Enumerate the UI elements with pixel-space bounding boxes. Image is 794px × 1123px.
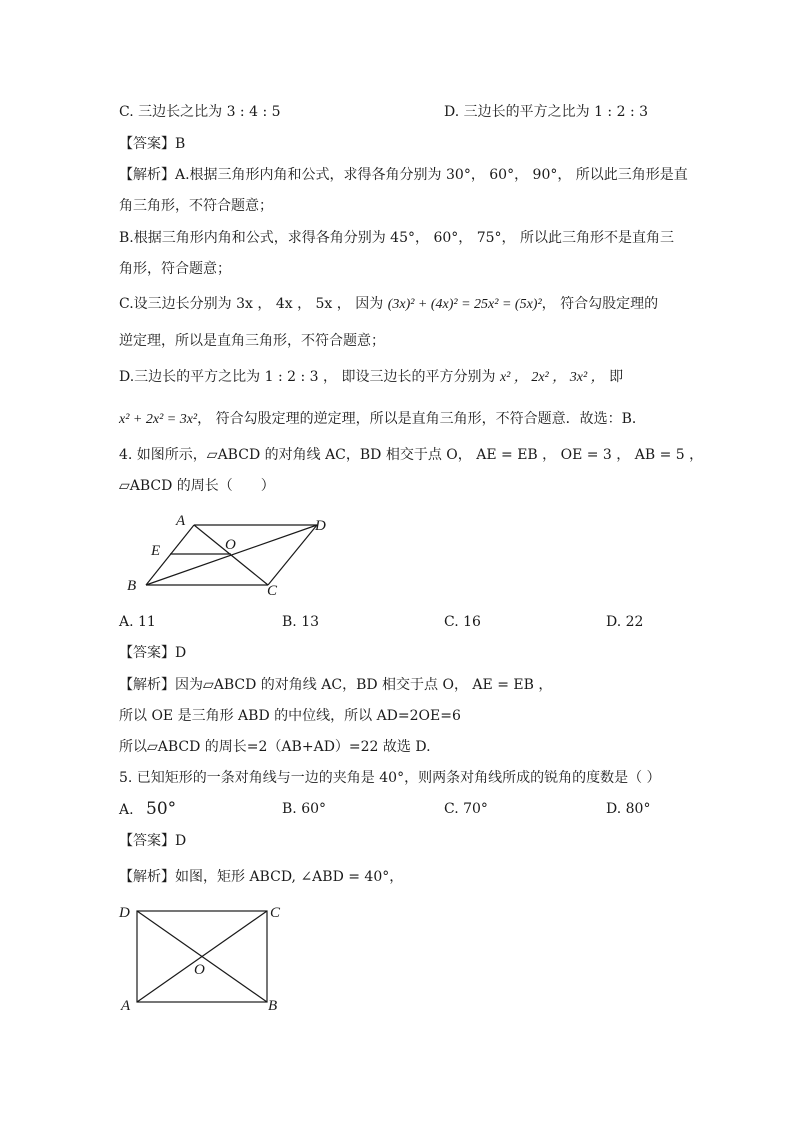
q4-stem-line-2: ▱ABCD 的周长（ ） <box>119 478 275 494</box>
q4-stem-line-1: 4. 如图所示，▱ABCD 的对角线 AC，BD 相交于点 O， AE = EB ， OE = 3 ， AB = 5 ， <box>119 447 704 463</box>
q3-analysis-line-5 <box>119 294 658 315</box>
q4-diagonal-bd <box>146 525 317 585</box>
q4-analysis-line-2: 所以 OE 是三角形 ABD 的中位线，所以 AD=2OE=6 <box>119 708 461 724</box>
q3-analysis-line-4: 角形，符合题意； <box>119 261 231 277</box>
q3-analysis-line-8 <box>119 409 646 430</box>
q3-analysis-line-1: 【解析】A.根据三角形内角和公式，求得各角分别为 30°， 60°， 90°， 所以此三角形是直 <box>119 167 688 183</box>
q3-analysis-line-8-post: ， 符合勾股定理的逆定理，所以是直角三角形，不符合题意．故选：B． <box>197 411 646 427</box>
q3-analysis-line-8-equation: x² + 2x² = 3x² <box>119 412 198 427</box>
q5-stem-line-1: 5. 已知矩形的一条对角线与一边的夹角是 40°，则两条对角线所成的锐角的度数是（ ） <box>119 770 661 786</box>
q5-analysis-line-1: 【解析】如图，矩形 ABCD, ∠ABD = 40°， <box>119 869 404 885</box>
q3-analysis-line-7 <box>119 367 623 388</box>
q5-label-d: D <box>119 905 130 921</box>
q4-label-b: B <box>127 578 137 594</box>
q3-analysis-line-7-values: x² ， 2x² ， 3x² ， <box>499 370 605 385</box>
q5-option-a-value: 50° <box>146 799 177 819</box>
q5-label-b: B <box>268 998 278 1014</box>
q4-option-c: C. 16 <box>444 614 481 630</box>
q3-option-c: C. 三边长之比为 3 : 4 : 5 <box>119 104 281 120</box>
q3-analysis-line-5-post: ， 符合勾股定理的 <box>541 296 659 312</box>
q5-rectangle-figure <box>112 898 302 1018</box>
q3-analysis-line-7-post: 即 <box>604 369 624 385</box>
q5-option-a <box>119 799 176 820</box>
q5-answer: 【答案】D <box>119 833 187 849</box>
q3-analysis-line-2: 角三角形，不符合题意； <box>119 198 273 214</box>
q4-analysis-line-1: 【解析】因为▱ABCD 的对角线 AC，BD 相交于点 O， AE = EB ， <box>119 677 553 693</box>
q4-option-d: D. 22 <box>606 614 644 630</box>
q4-label-c: C <box>267 583 278 599</box>
q3-analysis-line-5-equation: (3x)² + (4x)² = 25x² = (5x)² <box>387 297 542 312</box>
q4-option-a: A. 11 <box>119 614 156 630</box>
q3-answer: 【答案】B <box>119 136 186 152</box>
q5-label-a: A <box>121 998 131 1014</box>
q4-label-e: E <box>151 543 161 559</box>
q4-analysis-line-3: 所以▱ABCD 的周长=2（AB+AD）=22 故选 D. <box>119 739 431 755</box>
q4-option-b: B. 13 <box>282 614 320 630</box>
q5-option-b: B. 60° <box>282 801 327 817</box>
q5-option-a-label: A. <box>119 802 134 818</box>
q4-parallelogram-figure <box>119 508 349 600</box>
q5-label-c: C <box>270 905 281 921</box>
q4-label-d: D <box>315 518 326 534</box>
q5-label-o: O <box>194 962 205 978</box>
q3-analysis-line-3: B.根据三角形内角和公式，求得各角分别为 45°， 60°， 75°， 所以此三角形不是直角三 <box>119 230 674 246</box>
q4-label-a: A <box>176 513 186 529</box>
q3-analysis-line-6: 逆定理，所以是直角三角形，不符合题意； <box>119 333 385 349</box>
q5-option-d: D. 80° <box>606 801 651 817</box>
q5-option-c: C. 70° <box>444 801 488 817</box>
q4-label-o: O <box>225 537 236 553</box>
q4-answer: 【答案】D <box>119 645 187 661</box>
q3-analysis-line-7-pre: D.三边长的平方之比为 1 : 2 : 3 ， 即设三边长的平方分别为 <box>119 369 500 385</box>
q3-option-d: D. 三边长的平方之比为 1 : 2 : 3 <box>444 104 649 120</box>
q3-analysis-line-5-pre: C.设三边长分别为 3x ， 4x ， 5x ， 因为 <box>119 296 388 312</box>
